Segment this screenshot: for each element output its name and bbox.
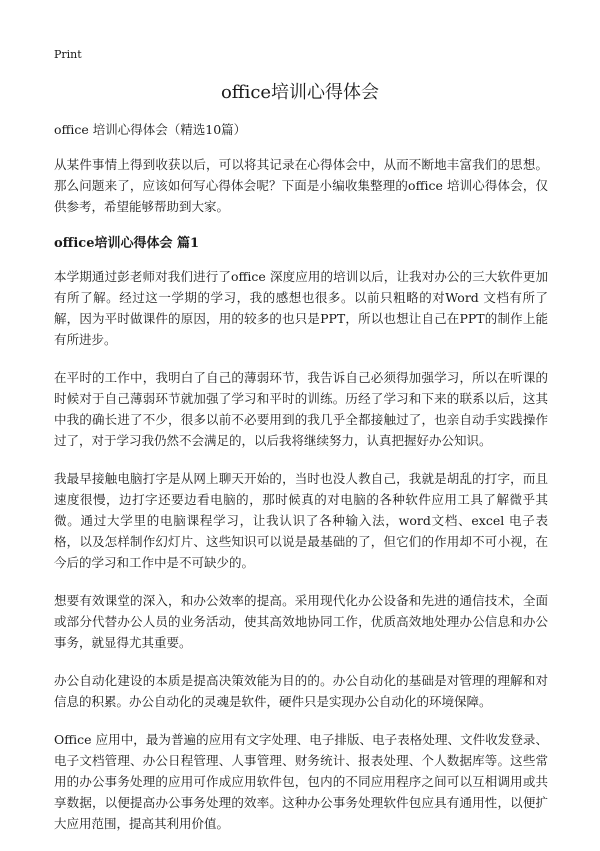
document-subtitle: office 培训心得体会（精选10篇） [54, 122, 247, 137]
document-title: office培训心得体会 [220, 82, 380, 103]
print-label: Print [54, 48, 82, 61]
paragraph: Office 应用中，最为普遍的应用有文字处理、电子排版、电子表格处理、文件收发登录、电子文档管理、办公日程管理、人事管理、财务统计、报表处理、个人数据库等。这些常用的办公事务处理的应用可作成应用软件包，包内的不同应用程序之间可以互相调用或共享数据，以便提高办公事务处理的效率。这种办公事务处理软件包应具有通用性，以便扩大应用范围，提高其利用价值。 [54, 732, 548, 831]
section-heading: office培训心得体会 篇1 [54, 236, 200, 251]
intro-paragraph: 从某件事情上得到收获以后，可以将其记录在心得体会中，从而不断地丰富我们的思想。那么问题来了，应该如何写心得体会呢？下面是小编收集整理的office 培训心得体会，仅供参考，希望能够帮助到大家。 [54, 157, 548, 214]
paragraph: 我最早接触电脑打字是从网上聊天开始的，当时也没人教自己，我就是胡乱的打字，而且速度很慢，边打字还要边看电脑的，那时候真的对电脑的各种软件应用工具了解微乎其微。通过大学里的电脑课程学习，让我认识了各种输入法，word文档、excel 电子表格，以及怎样制作幻灯片、这些知识可以说是最基础的了，但它们的作用却不可小视，在今后的学习和工作中是不可缺少的。 [54, 471, 548, 570]
paragraph: 办公自动化建设的本质是提高决策效能为目的的。办公自动化的基础是对管理的理解和对信息的积累。办公自动化的灵魂是软件，硬件只是实现办公自动化的环境保障。 [54, 673, 548, 709]
paragraph: 本学期通过彭老师对我们进行了office 深度应用的培训以后，让我对办公的三大软件更加有所了解。经过这一学期的学习，我的感想也很多。以前只粗略的对Word 文档有所了解，因为平时做课件的原因，用的较多的也只是PPT，所以也想让自己在PPT的制作上能有所进步。 [54, 269, 548, 347]
document-body [54, 120, 548, 851]
paragraph: 想要有效课堂的深入，和办公效率的提高。采用现代化办公设备和先进的通信技术，全面或部分代替办公人员的业务活动，使其高效地协同工作，优质高效地处理办公信息和办公事务，就显得尤其重要。 [54, 593, 548, 650]
paragraph: 在平时的工作中，我明白了自己的薄弱环节，我告诉自己必须得加强学习，所以在听课的时候对于自己薄弱环节就加强了学习和平时的训练。历经了学习和下来的联系以后，这其中我的确长进了不少，很多以前不必要用到的我几乎全都接触过了，也亲自动手实践操作过了，对于学习我仍然不会满足的，以后我将继续努力，认真把握好办公知识。 [54, 370, 548, 448]
